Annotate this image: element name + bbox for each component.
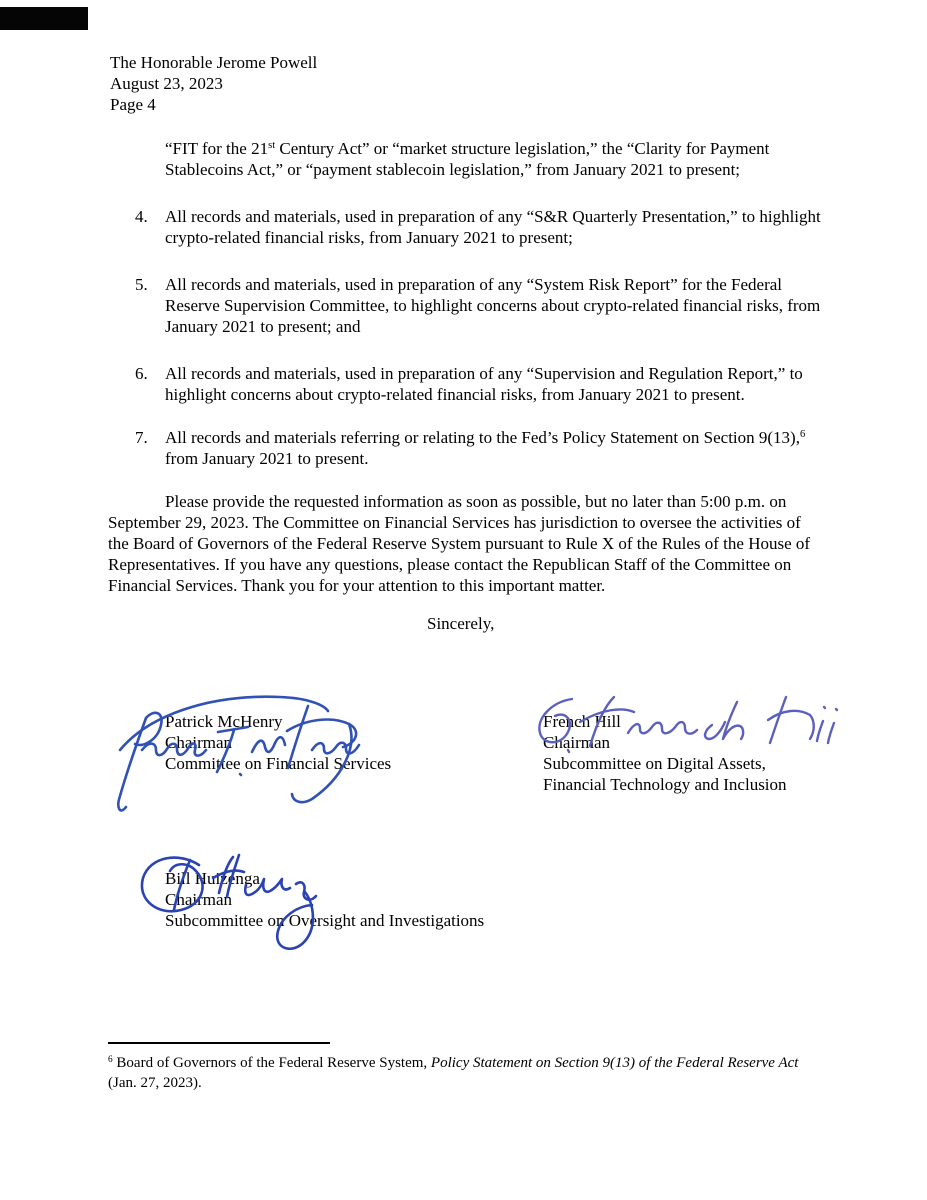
page-number: Page 4 bbox=[110, 95, 156, 114]
letter-header bbox=[110, 0, 927, 115]
list-item-number: 7. bbox=[135, 428, 148, 447]
list-item-text-pre: All records and materials referring or relating to the Fed’s Policy Statement on Section 9(13), bbox=[165, 428, 800, 447]
list-item-4 bbox=[135, 206, 822, 248]
sincerely-line: Sincerely, bbox=[427, 614, 495, 633]
footnote-reference-superscript: 6 bbox=[799, 429, 806, 440]
recipient-name: The Honorable Jerome Powell bbox=[110, 53, 318, 72]
footnote-text bbox=[108, 1053, 824, 1093]
closing-paragraph: Please provide the requested information as soon as possible, but no later than 5:00 p.m. on September 29, 2023. The Committee on Financial Services has jurisdiction to oversee the activities of the Board of Governors of the Federal Reserve System pursuant to Rule X of the Rules of the House of Representatives. If you have any questions, please contact the Republican Staff of the Committee on Financial Services. Thank you for your attention to this important matter. bbox=[108, 492, 811, 595]
signer-title: Chairman bbox=[165, 890, 233, 909]
list-item-text: All records and materials, used in preparation of any “Supervision and Regulation Report,” to highlight concerns about crypto-related financial risks, from January 2021 to present. bbox=[165, 364, 803, 404]
list-item-number: 4. bbox=[135, 207, 148, 226]
list-item-number: 5. bbox=[135, 275, 148, 294]
list-item-7 bbox=[135, 427, 822, 469]
signer-name: Bill Huizenga bbox=[165, 869, 260, 888]
signature-row bbox=[108, 711, 822, 795]
footnote-divider bbox=[108, 1042, 330, 1044]
signer-title: Chairman bbox=[165, 733, 233, 752]
list-item-text bbox=[165, 427, 822, 469]
signer-organization: Subcommittee on Oversight and Investigations bbox=[165, 911, 485, 930]
footnote bbox=[108, 1042, 824, 1093]
signer-organization: Subcommittee on Digital Assets, bbox=[543, 754, 766, 773]
signer-name: French Hill bbox=[543, 712, 621, 731]
list-item-text-post: from January 2021 to present. bbox=[165, 449, 369, 468]
item3-continuation-paragraph bbox=[165, 138, 822, 180]
list-item-number: 6. bbox=[135, 364, 148, 383]
footnote-marker: 6 bbox=[108, 1055, 113, 1065]
list-item-6 bbox=[135, 363, 822, 405]
letter-body bbox=[108, 138, 822, 931]
list-item-text: All records and materials, used in preparation of any “S&R Quarterly Presentation,” to highlight crypto-related financial risks, from January 2021 to present; bbox=[165, 207, 821, 247]
footnote-citation-title: Policy Statement on Section 9(13) of the Federal Reserve Act bbox=[430, 1055, 799, 1071]
signer-organization: Committee on Financial Services bbox=[165, 754, 392, 773]
list-item-text: All records and materials, used in preparation of any “System Risk Report” for the Federal Reserve Supervision Committee, to highlight concerns about crypto-related financial risks, from January 2021 to present; and bbox=[165, 275, 821, 336]
mchenry-signature-block bbox=[165, 711, 486, 795]
ordinal-superscript: st bbox=[268, 140, 276, 151]
footnote-text-post: (Jan. 27, 2023). bbox=[108, 1075, 202, 1091]
signer-organization: Financial Technology and Inclusion bbox=[543, 775, 787, 794]
continuation-text-post: Century Act” or “market structure legislation,” the “Clarity for Payment Stablecoins Act,” or “payment stablecoin legislation,” from January 2021 to present; bbox=[165, 139, 770, 179]
signer-name: Patrick McHenry bbox=[165, 712, 283, 731]
letter-date: August 23, 2023 bbox=[110, 74, 223, 93]
scan-artifact-bar bbox=[0, 7, 88, 30]
signer-title: Chairman bbox=[543, 733, 611, 752]
list-item-5 bbox=[135, 274, 822, 337]
hill-signature-block bbox=[543, 711, 787, 795]
continuation-text-pre: “FIT for the 21 bbox=[165, 139, 269, 158]
footnote-text-pre: Board of Governors of the Federal Reserve System, bbox=[112, 1055, 431, 1071]
huizenga-signature-block bbox=[165, 868, 822, 931]
